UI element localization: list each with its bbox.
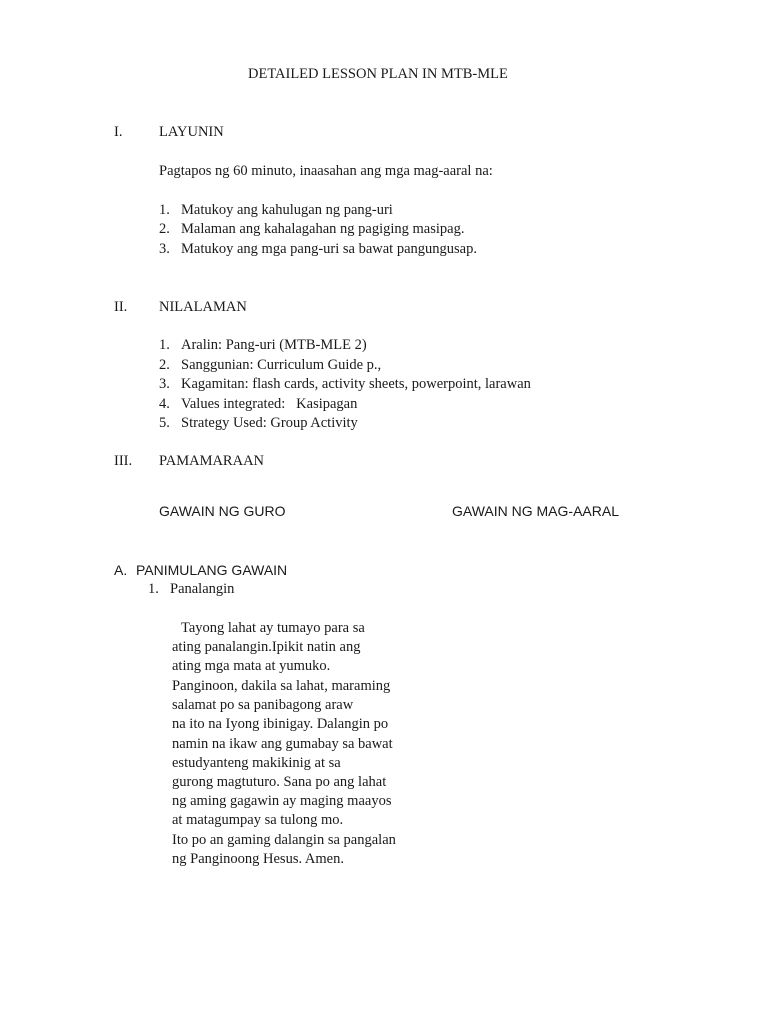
prayer-line: ating panalangin.Ipikit natin ang [172,639,361,655]
content-number: 1. [159,337,170,353]
prayer-line: gurong magtuturo. Sana po ang lahat [172,774,387,790]
prayer-line: ng aming gagawin ay maging maayos [172,793,392,809]
prayer-line: Ito po an gaming dalangin sa pangalan [172,832,396,848]
objective-number: 1. [159,202,170,218]
content-text: Strategy Used: Group Activity [181,415,358,431]
content-number: 5. [159,415,170,431]
objective-text: Matukoy ang kahulugan ng pang-uri [181,202,393,218]
section-heading-nilalaman: NILALAMAN [159,299,247,315]
section-heading-pamamaraan: PAMAMARAAN [159,453,265,469]
section-numeral-2: II. [114,299,128,315]
column-header-teacher: GAWAIN NG GURO [159,503,286,519]
step-number: 1. [148,581,159,597]
objective-text: Matukoy ang mga pang-uri sa bawat pangungusap. [181,241,477,257]
prayer-line: ng Panginoong Hesus. Amen. [172,851,344,867]
content-text: Sanggunian: Curriculum Guide p., [181,357,382,373]
content-text: Kagamitan: flash cards, activity sheets, powerpoint, larawan [181,376,531,392]
prayer-line: Tayong lahat ay tumayo para sa [181,620,365,636]
prayer-line: na ito na Iyong ibinigay. Dalangin po [172,716,389,732]
content-text: Values integrated: Kasipagan [181,396,358,412]
content-text: Aralin: Pang-uri (MTB-MLE 2) [181,337,367,353]
objective-number: 3. [159,241,170,257]
prayer-line: Panginoon, dakila sa lahat, maraming [172,678,391,694]
part-a-heading: PANIMULANG GAWAIN [136,562,288,578]
section-heading-layunin: LAYUNIN [159,124,224,140]
content-number: 4. [159,396,170,412]
column-header-student: GAWAIN NG MAG-AARAL [452,503,619,519]
part-a-letter: A. [114,562,128,578]
prayer-line: namin na ikaw ang gumabay sa bawat [172,736,393,752]
prayer-line: salamat po sa panibagong araw [172,697,354,713]
document-title: DETAILED LESSON PLAN IN MTB-MLE [248,66,508,82]
step-label-panalangin: Panalangin [170,581,235,597]
objective-number: 2. [159,221,170,237]
content-number: 3. [159,376,170,392]
prayer-line: at matagumpay sa tulong mo. [172,812,344,828]
section-numeral-3: III. [114,453,133,469]
content-number: 2. [159,357,170,373]
section-numeral-1: I. [114,124,123,140]
objectives-intro: Pagtapos ng 60 minuto, inaasahan ang mga mag-aaral na: [159,163,493,179]
prayer-line: estudyanteng makikinig at sa [172,755,341,771]
objective-text: Malaman ang kahalagahan ng pagiging masipag. [181,221,465,237]
prayer-line: ating mga mata at yumuko. [172,658,331,674]
